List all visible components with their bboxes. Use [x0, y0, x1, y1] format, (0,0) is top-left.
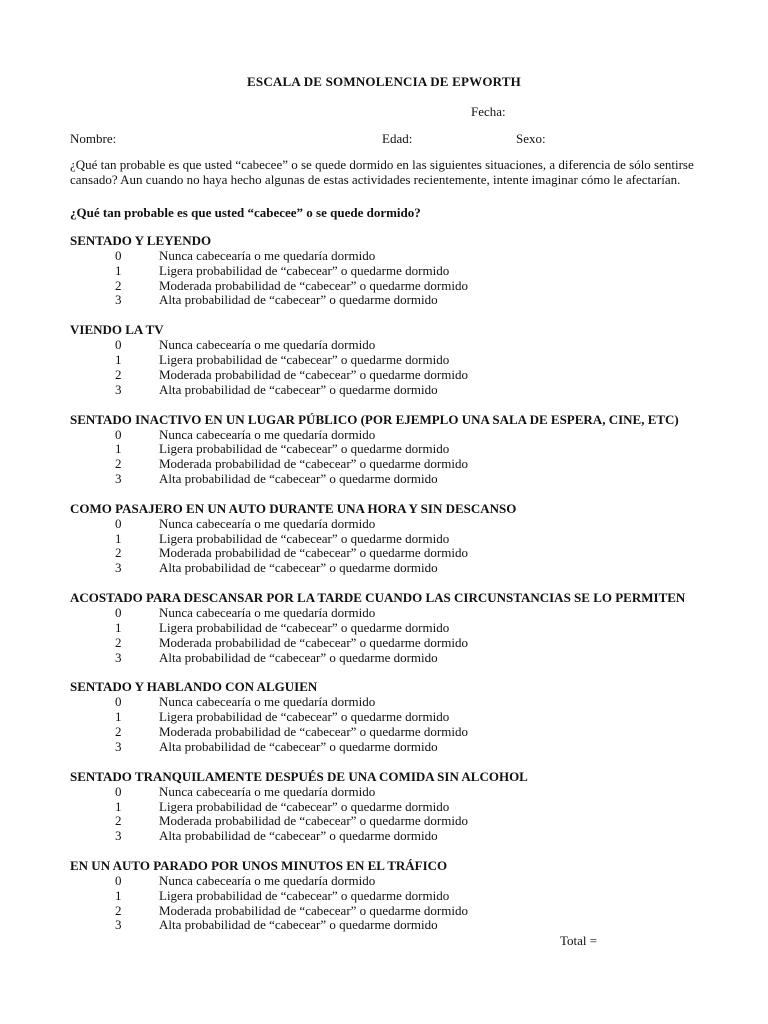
scale-option	[70, 650, 710, 665]
option-score: 1	[115, 619, 122, 635]
total-label: Total =	[560, 933, 598, 948]
option-description: Alta probabilidad de “cabecear” o quedarme dormido	[159, 828, 438, 844]
scale-option	[70, 292, 710, 307]
option-description: Ligera probabilidad de “cabecear” o quedarme dormido	[159, 798, 450, 814]
option-score: 3	[115, 649, 122, 665]
scale-option	[70, 784, 710, 799]
option-description: Nunca cabecearía o me quedaría dormido	[159, 783, 376, 799]
option-score: 0	[115, 783, 122, 799]
scale-option	[70, 278, 710, 293]
scale-option	[70, 620, 710, 635]
option-score: 3	[115, 560, 122, 576]
scale-option	[70, 248, 710, 263]
option-score: 2	[115, 724, 122, 740]
situation-section	[70, 501, 710, 590]
option-description: Moderada probabilidad de “cabecear” o quedarme dormido	[159, 366, 468, 382]
option-description: Nunca cabecearía o me quedaría dormido	[159, 248, 376, 263]
option-description: Alta probabilidad de “cabecear” o quedarme dormido	[159, 917, 438, 933]
situations-list	[70, 233, 710, 947]
option-score: 2	[115, 813, 122, 829]
option-description: Alta probabilidad de “cabecear” o quedarme dormido	[159, 381, 438, 397]
option-description: Moderada probabilidad de “cabecear” o quedarme dormido	[159, 634, 468, 650]
situation-section	[70, 322, 710, 411]
scale-option	[70, 917, 710, 932]
situation-title: VIENDO LA TV	[70, 322, 164, 338]
situation-title: SENTADO INACTIVO EN UN LUGAR PÚBLICO (POR EJEMPLO UNA SALA DE ESPERA, CINE, ETC)	[70, 411, 679, 427]
option-description: Moderada probabilidad de “cabecear” o quedarme dormido	[159, 545, 468, 561]
option-score: 1	[115, 798, 122, 814]
option-score: 0	[115, 605, 122, 621]
scale-option	[70, 605, 710, 620]
option-description: Alta probabilidad de “cabecear” o quedarme dormido	[159, 560, 438, 576]
option-description: Nunca cabecearía o me quedaría dormido	[159, 873, 376, 889]
situation-section	[70, 679, 710, 768]
scale-option	[70, 813, 710, 828]
option-score: 1	[115, 262, 122, 278]
option-score: 2	[115, 902, 122, 918]
option-score: 3	[115, 917, 122, 933]
option-score: 0	[115, 337, 122, 353]
scale-option	[70, 903, 710, 918]
scale-option	[70, 545, 710, 560]
option-score: 1	[115, 441, 122, 457]
option-score: 1	[115, 352, 122, 368]
option-description: Ligera probabilidad de “cabecear” o quedarme dormido	[159, 262, 450, 278]
option-description: Ligera probabilidad de “cabecear” o quedarme dormido	[159, 530, 450, 546]
scale-option	[70, 799, 710, 814]
situation-title: EN UN AUTO PARADO POR UNOS MINUTOS EN EL TRÁFICO	[70, 858, 448, 874]
option-score: 0	[115, 694, 122, 710]
option-description: Alta probabilidad de “cabecear” o quedarme dormido	[159, 738, 438, 754]
option-description: Ligera probabilidad de “cabecear” o quedarme dormido	[159, 887, 450, 903]
scale-option	[70, 367, 710, 382]
scale-option	[70, 560, 710, 575]
option-score: 3	[115, 292, 122, 308]
option-score: 1	[115, 887, 122, 903]
option-score: 0	[115, 515, 122, 531]
scale-option	[70, 828, 710, 843]
date-field-label: Fecha:	[471, 104, 506, 119]
option-description: Alta probabilidad de “cabecear” o quedarme dormido	[159, 292, 438, 308]
option-score: 1	[115, 530, 122, 546]
scale-option	[70, 694, 710, 709]
age-field-label: Edad:	[382, 131, 413, 146]
scale-option	[70, 441, 710, 456]
scale-option	[70, 709, 710, 724]
sex-field-label: Sexo:	[516, 131, 546, 146]
option-description: Moderada probabilidad de “cabecear” o quedarme dormido	[159, 277, 468, 293]
situation-title: SENTADO Y HABLANDO CON ALGUIEN	[70, 679, 318, 695]
scale-option	[70, 873, 710, 888]
option-description: Ligera probabilidad de “cabecear” o quedarme dormido	[159, 352, 450, 368]
option-description: Ligera probabilidad de “cabecear” o quedarme dormido	[159, 619, 450, 635]
situation-section	[70, 590, 710, 679]
option-description: Nunca cabecearía o me quedaría dormido	[159, 694, 376, 710]
option-score: 0	[115, 873, 122, 889]
scale-option	[70, 427, 710, 442]
option-score: 0	[115, 248, 122, 263]
scale-option	[70, 531, 710, 546]
option-description: Moderada probabilidad de “cabecear” o quedarme dormido	[159, 902, 468, 918]
scale-option	[70, 471, 710, 486]
scale-option	[70, 456, 710, 471]
option-score: 2	[115, 366, 122, 382]
option-description: Moderada probabilidad de “cabecear” o quedarme dormido	[159, 724, 468, 740]
option-description: Moderada probabilidad de “cabecear” o quedarme dormido	[159, 813, 468, 829]
option-score: 0	[115, 426, 122, 442]
scale-option	[70, 337, 710, 352]
option-description: Nunca cabecearía o me quedaría dormido	[159, 426, 376, 442]
option-score: 2	[115, 545, 122, 561]
option-score: 2	[115, 456, 122, 472]
option-description: Moderada probabilidad de “cabecear” o quedarme dormido	[159, 456, 468, 472]
option-score: 3	[115, 470, 122, 486]
situation-title: SENTADO TRANQUILAMENTE DESPUÉS DE UNA COMIDA SIN ALCOHOL	[70, 768, 528, 784]
option-score: 3	[115, 738, 122, 754]
scale-option	[70, 516, 710, 531]
option-score: 2	[115, 277, 122, 293]
question-heading: ¿Qué tan probable es que usted “cabecee” o se quede dormido?	[70, 205, 421, 220]
situation-section	[70, 412, 710, 501]
option-score: 1	[115, 709, 122, 725]
scale-option	[70, 263, 710, 278]
scale-option	[70, 635, 710, 650]
option-score: 2	[115, 634, 122, 650]
option-description: Ligera probabilidad de “cabecear” o quedarme dormido	[159, 441, 450, 457]
situation-title: SENTADO Y LEYENDO	[70, 233, 212, 248]
scale-option	[70, 888, 710, 903]
situation-section	[70, 769, 710, 858]
option-description: Nunca cabecearía o me quedaría dormido	[159, 337, 376, 353]
option-description: Nunca cabecearía o me quedaría dormido	[159, 605, 376, 621]
scale-option	[70, 739, 710, 754]
instructions-paragraph: ¿Qué tan probable es que usted “cabecee” o se quede dormido en las siguientes situaciones, a diferencia de sólo sentirse cansado? Aun cuando no haya hecho algunas de estas actividades recientemente, intente imaginar cómo le afectarían.	[70, 157, 694, 187]
scale-option	[70, 724, 710, 739]
option-score: 3	[115, 828, 122, 844]
document-title: ESCALA DE SOMNOLENCIA DE EPWORTH	[247, 74, 521, 89]
name-field-label: Nombre:	[70, 131, 117, 146]
situation-section	[70, 233, 710, 322]
situation-title: COMO PASAJERO EN UN AUTO DURANTE UNA HORA Y SIN DESCANSO	[70, 500, 517, 516]
scale-option	[70, 352, 710, 367]
situation-title: ACOSTADO PARA DESCANSAR POR LA TARDE CUANDO LAS CIRCUNSTANCIAS SE LO PERMITEN	[70, 590, 686, 606]
option-score: 3	[115, 381, 122, 397]
option-description: Ligera probabilidad de “cabecear” o quedarme dormido	[159, 709, 450, 725]
situation-section	[70, 858, 710, 947]
option-description: Nunca cabecearía o me quedaría dormido	[159, 515, 376, 531]
option-description: Alta probabilidad de “cabecear” o quedarme dormido	[159, 470, 438, 486]
option-description: Alta probabilidad de “cabecear” o quedarme dormido	[159, 649, 438, 665]
scale-option	[70, 382, 710, 397]
